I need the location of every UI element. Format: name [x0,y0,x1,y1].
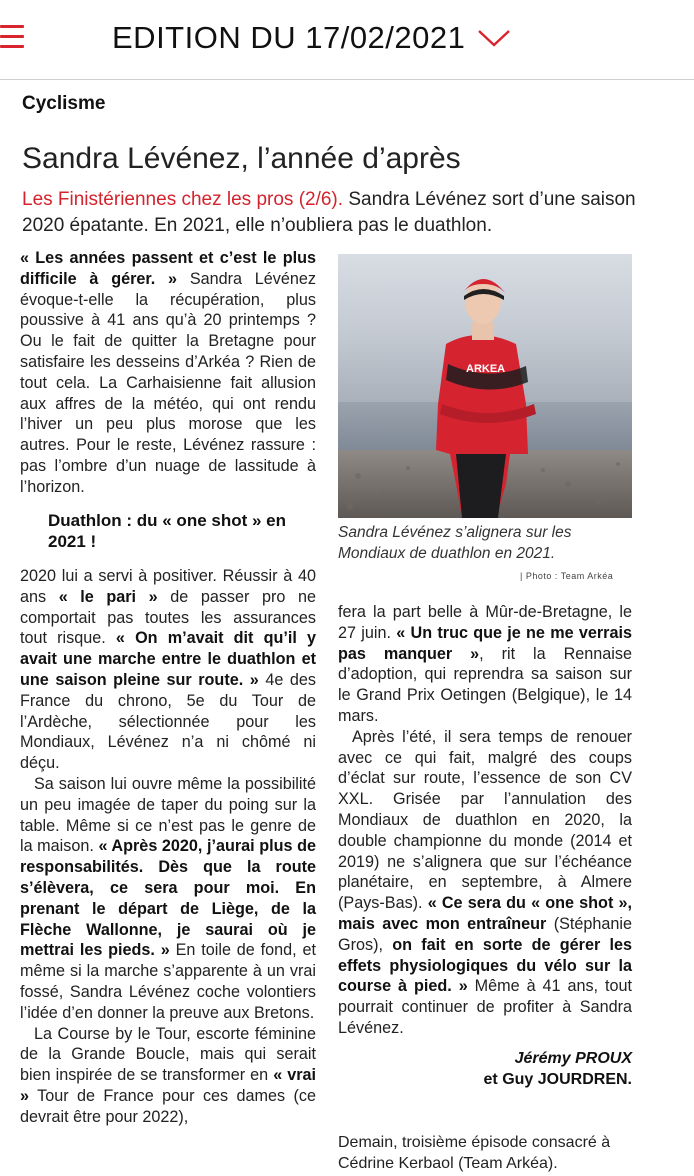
text-run: La Course by le Tour, escorte féminine de la Grande Boucle, mais qui serait bien inspirée de se transformer en [20,1024,316,1085]
jersey-text: ARKEA [466,363,506,375]
top-bar [0,0,694,80]
quote: « Ce sera du « one shot », mais avec mon entraîneur [338,894,632,933]
article-lead [22,187,662,239]
quote: « Un truc que je ne me verrais pas manquer » [338,623,632,663]
text-run: Même à 41 ans, tout pourrait continuer de profiter à Sandra Lévénez. [338,977,632,1037]
author-line-2: et Guy JOURDREN. [483,1071,632,1088]
lead-kicker: Les Finistériennes chez les pros (2/6). [22,189,344,210]
column-1-body [20,566,316,1128]
quote: « le pari » [58,587,158,606]
author-line-1: Jérémy PROUX [514,1050,632,1067]
paragraph [338,727,632,1039]
text-run: 2020 lui a servi à positiver. Réussir à 40 ans [20,567,316,606]
paragraph [20,248,316,498]
edition-label: EDITION DU 17/02/2021 [112,20,466,55]
lead-text: Sandra Lévénez sort d’une saison 2020 épatante. En 2021, elle n’oubliera pas le duathlon. [22,189,636,236]
paragraph [20,774,316,1024]
article-photo[interactable] [338,254,632,518]
column-2-body [338,602,632,1039]
photo-caption: Sandra Lévénez s’alignera sur les Mondiaux de duathlon en 2021. [338,524,572,562]
text-run: de passer pro ne comportait pas toutes les assurances tout risque. [20,587,316,648]
quote: « Après 2020, j’aurai plus de responsabilités. Dès que la route s’élèvera, ce sera pour moi. En prenant le départ de Liège, de la Flèche Wallonne, je saurai où je mettrai les pieds. » [20,837,316,960]
column-1-intro [20,248,316,498]
quote: on fait en sorte de gérer les effets physiologiques du vélo sur la course à pied. » [338,935,632,996]
chevron-down-icon [477,28,511,48]
hamburger-menu-icon[interactable] [0,24,26,50]
cyclist-photo-image [338,254,632,518]
text-run: Sa saison lui ouvre même la possibilité un peu imagée de taper du poing sur la table. Même si ce n’est pas le genre de la maison. [20,774,316,856]
text-run: Tour de France pour ces dames (ce devrait être pour 2022), [20,1086,316,1126]
quote: « vrai » [20,1066,316,1105]
text-run: Après l’été, il sera temps de renouer avec ce qui fait, malgré des coups d’éclat sur route, l’essence de son CV XXL. Grisée par l’annulation des Mondiaux de duathlon en 2020, la double championne du monde (2014 et 2019) ne s’alignera que sur l’échéance planétaire, en septembre, à Almere (Pays-Bas). [338,727,632,913]
text-run: En toile de fond, et même si la marche s’apparente à un vrai fossé, Sandra Lévénez coche volontiers l’idée d’en donner la preuve aux Bretons. [20,941,316,1022]
text-run: fera la part belle à Mûr-de-Bretagne, le 27 juin. [338,603,632,642]
quote: « Les années passent et c’est le plus difficile à gérer. » [20,249,316,288]
article-title: Sandra Lévénez, l’année d’après [22,142,461,175]
next-episode-note: Demain, troisième épisode consacré à Cédrine Kerbaol (Team Arkéa). [338,1134,611,1172]
article-rubric: Cyclisme [22,93,106,114]
paragraph-text: Sandra Lévénez évoque-t-elle la récupération, plus poussive à 41 ans qu’à 20 printemps ? Ou le fait de quitter la Bretagne pour satisfaire les desseins d’Arkéa ? Rien de tout cela. La Carhaisienne fait allusion aux affres de la météo, qui ont rendu l’hiver un peu plus morose que les autres. Pour le reste, Lévénez rassure : pas l’ombre d’un nuage de lassitude à l’horizon. [20,269,316,496]
paragraph [20,566,316,774]
edition-selector[interactable] [112,18,511,58]
text-run: , rit la Rennaise d’adoption, qui reprendra sa saison sur le Grand Prix Oetingen (Belgique), le 14 mars. [338,644,632,725]
paragraph [338,602,632,727]
quote: « On m’avait dit qu’il y avait une marche entre le duathlon et une saison pleine sur route. » [20,629,316,689]
text-run: 4e des France du chrono, 5e du Tour de l’Ardèche, sélectionnée pour les Mondiaux, Lévénez n’a ni chômé ni déçu. [20,670,316,773]
paragraph [20,1024,316,1128]
subheading: Duathlon : du « one shot » en 2021 ! [48,511,286,551]
text-run: (Stéphanie Gros), [338,914,633,954]
photo-credit: | Photo : Team Arkéa [520,571,614,581]
author-signature [332,1048,632,1090]
